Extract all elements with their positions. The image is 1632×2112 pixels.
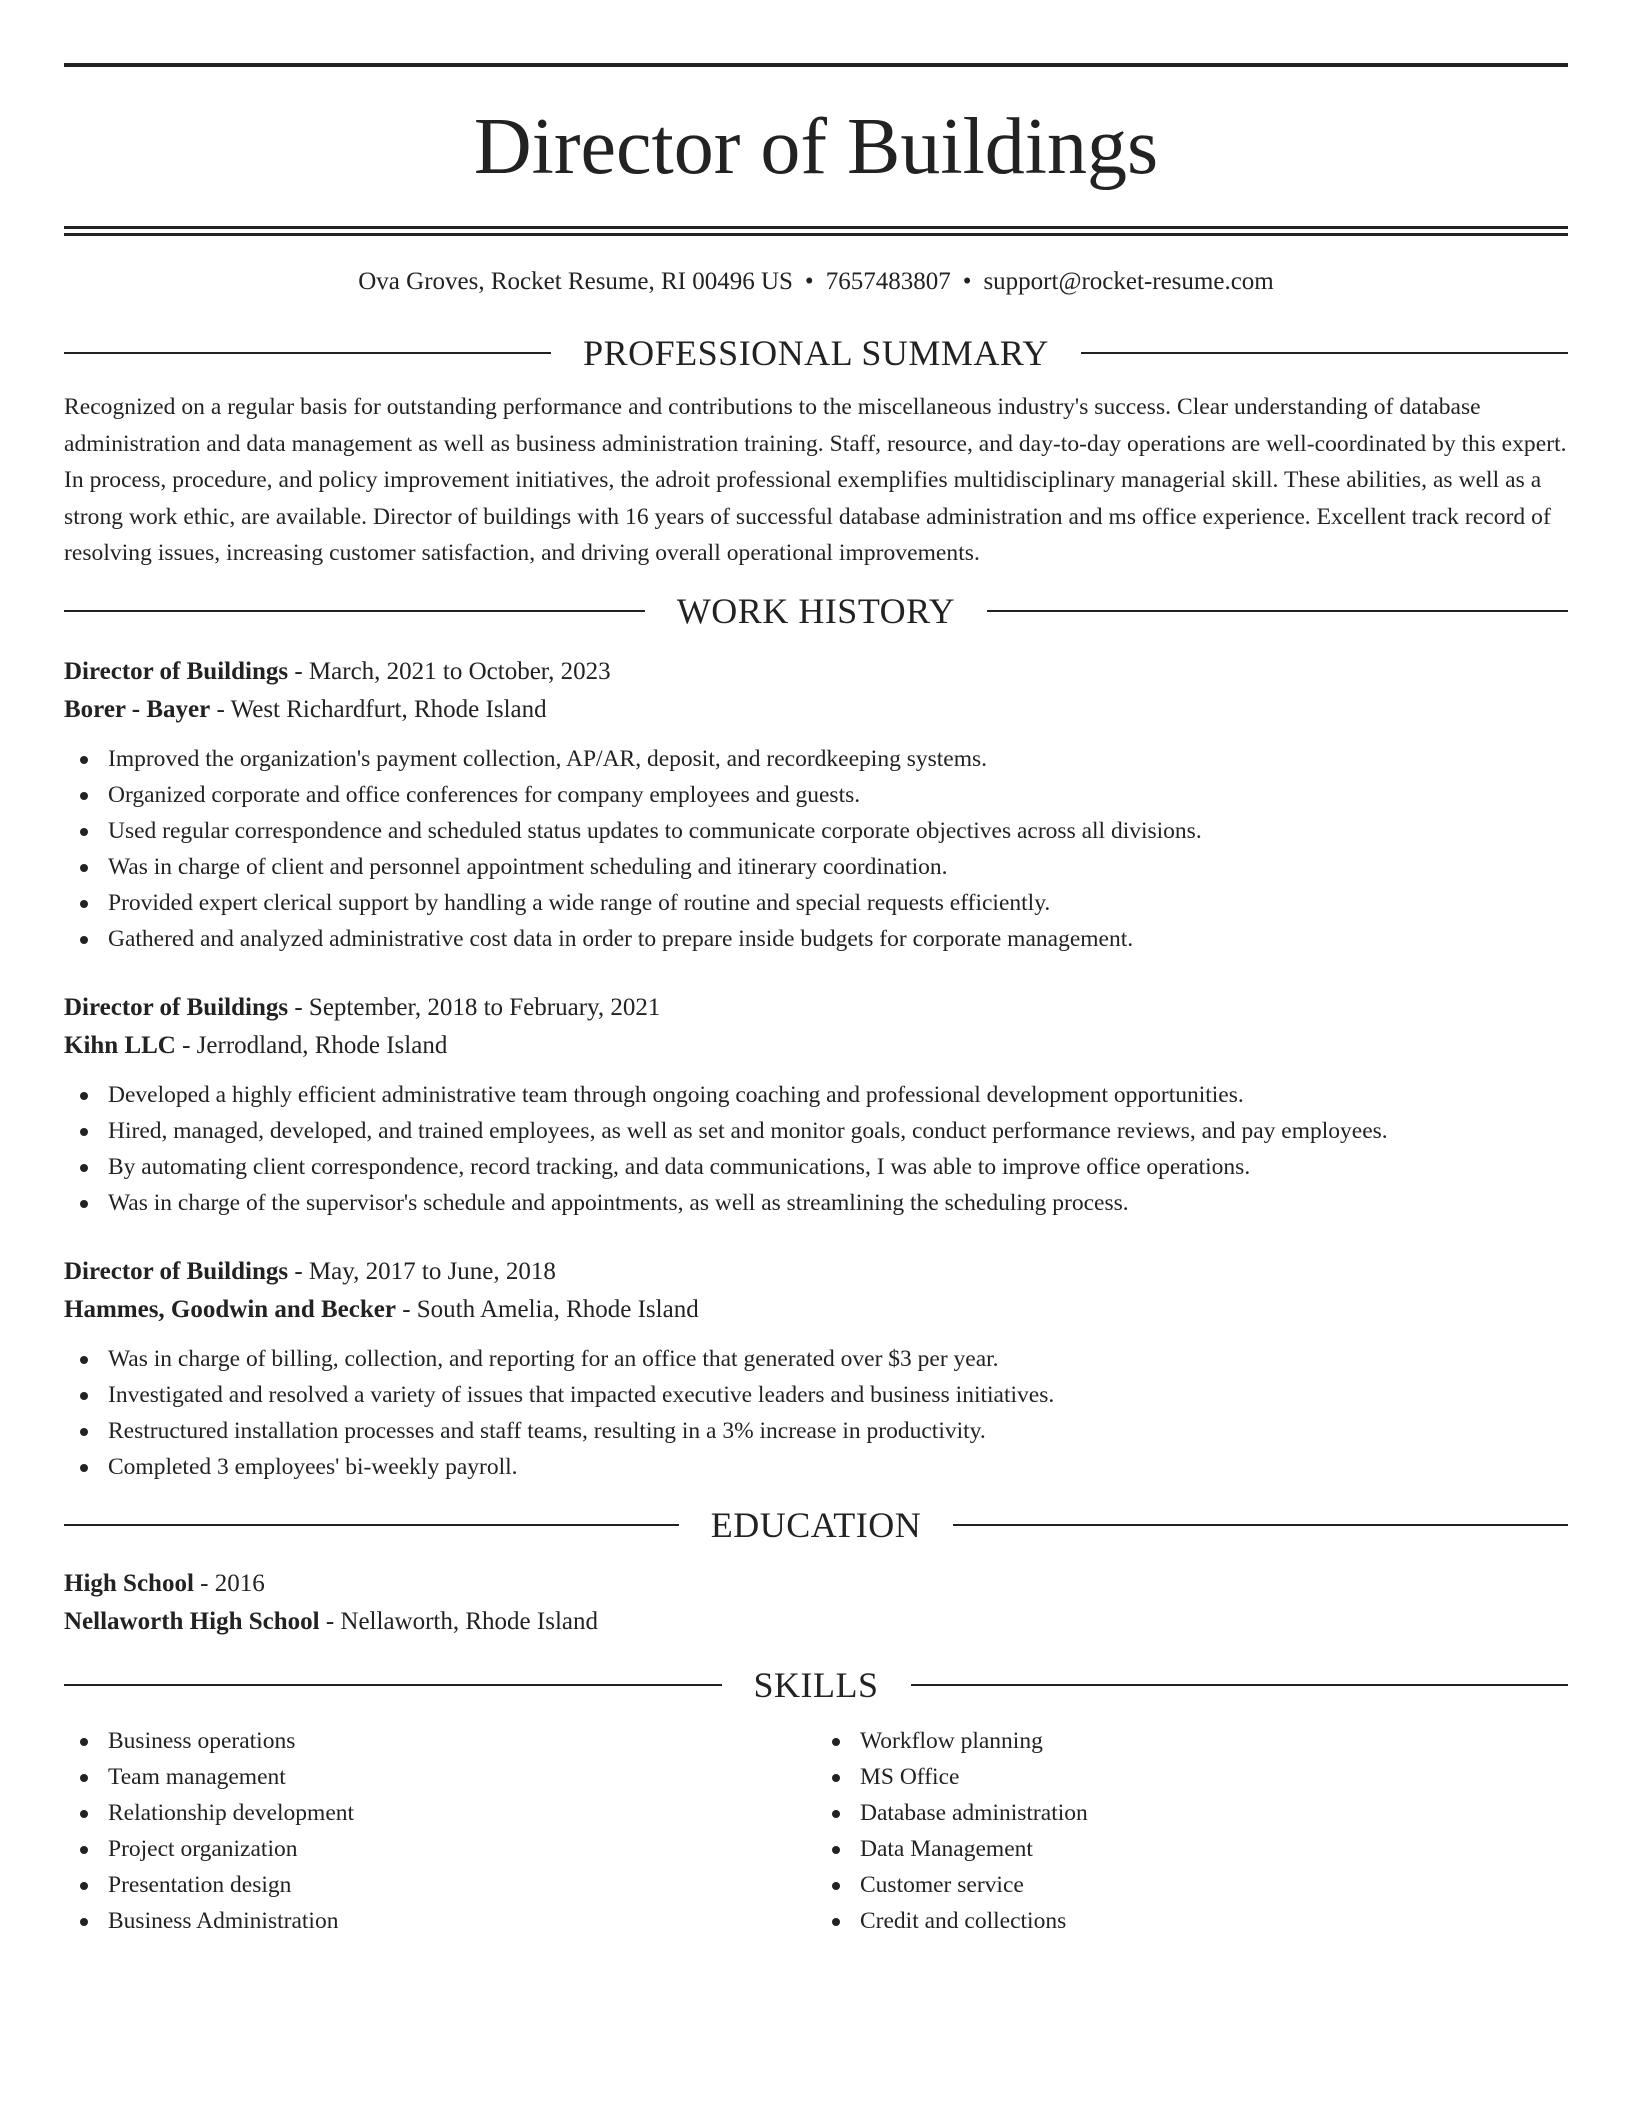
heading-rule <box>64 1684 722 1686</box>
list-item: Improved the organization's payment collection, AP/AR, deposit, and recordkeeping systems. <box>64 741 1568 777</box>
list-item: Database administration <box>816 1795 1568 1831</box>
list-item: Team management <box>64 1759 816 1795</box>
job-bullets <box>64 1077 1568 1221</box>
list-item: Was in charge of billing, collection, and reporting for an office that generated over $3 per year. <box>64 1341 1568 1377</box>
resume-content <box>64 63 1568 1939</box>
job-entry <box>64 989 1568 1221</box>
job-title-line <box>64 989 1568 1027</box>
list-item: Workflow planning <box>816 1723 1568 1759</box>
double-rule <box>64 226 1568 236</box>
heading-rule <box>1081 352 1568 354</box>
list-item: Provided expert clerical support by handling a wide range of routine and special requests efficiently. <box>64 885 1568 921</box>
list-item: Restructured installation processes and staff teams, resulting in a 3% increase in productivity. <box>64 1413 1568 1449</box>
heading-rule <box>987 610 1568 612</box>
skills-column-left <box>64 1723 816 1939</box>
section-title: PROFESSIONAL SUMMARY <box>583 333 1049 373</box>
education-location: - Nellaworth, Rhode Island <box>319 1607 598 1635</box>
job-dates: - March, 2021 to October, 2023 <box>288 657 611 685</box>
list-item: Relationship development <box>64 1795 816 1831</box>
contact-phone: 7657483807 <box>825 268 951 295</box>
list-item: Was in charge of the supervisor's schedule and appointments, as well as streamlining the scheduling process. <box>64 1185 1568 1221</box>
contact-line <box>64 266 1568 298</box>
job-title: Director of Buildings <box>64 1257 289 1285</box>
job-location: - South Amelia, Rhode Island <box>395 1295 699 1323</box>
job-title: Director of Buildings <box>64 993 289 1021</box>
job-company: Kihn LLC <box>64 1031 176 1059</box>
summary-heading <box>64 331 1568 375</box>
list-item: Developed a highly efficient administrative team through ongoing coaching and professional development opportunities. <box>64 1077 1568 1113</box>
list-item: Used regular correspondence and scheduled status updates to communicate corporate objectives across all divisions. <box>64 813 1568 849</box>
education-heading <box>64 1503 1568 1547</box>
job-company-line <box>64 691 1568 729</box>
job-company: Borer - Bayer <box>64 695 211 723</box>
job-company-line <box>64 1291 1568 1329</box>
job-bullets <box>64 741 1568 957</box>
contact-email: support@rocket-resume.com <box>983 268 1274 295</box>
heading-rule <box>64 610 645 612</box>
education-degree-line <box>64 1565 1568 1603</box>
list-item: Presentation design <box>64 1867 816 1903</box>
job-dates: - September, 2018 to February, 2021 <box>288 993 661 1021</box>
heading-rule <box>64 1524 679 1526</box>
list-item: Hired, managed, developed, and trained employees, as well as set and monitor goals, conduct performance reviews, and pay employees. <box>64 1113 1568 1149</box>
section-title: EDUCATION <box>710 1504 922 1545</box>
skills-list <box>64 1723 1568 1939</box>
job-entry <box>64 1253 1568 1485</box>
contact-separator: • <box>962 268 972 295</box>
skills-heading <box>64 1663 1568 1707</box>
job-entry <box>64 653 1568 957</box>
education-school-line <box>64 1603 1568 1641</box>
contact-address: Ova Groves, Rocket Resume, RI 00496 US <box>358 268 793 295</box>
summary-text: Recognized on a regular basis for outstanding performance and contributions to the miscellaneous industry's success. Clear understanding of database administration and data management as well as business administration training. Staff, resource, and day-to-day operations are well-coordinated by this expert. In process, procedure, and policy improvement initiatives, the adroit professional exemplifies multidisciplinary managerial skill. These abilities, as well as a strong work ethic, are available. Director of buildings with 16 years of successful database administration and ms office experience. Excellent track record of resolving issues, increasing customer satisfaction, and driving overall operational improvements. <box>64 394 1567 566</box>
list-item: MS Office <box>816 1759 1568 1795</box>
skills-column-right <box>816 1723 1568 1939</box>
list-item: Investigated and resolved a variety of issues that impacted executive leaders and business initiatives. <box>64 1377 1568 1413</box>
job-title: Director of Buildings <box>64 657 289 685</box>
contact-separator: • <box>804 268 814 295</box>
work-history-heading <box>64 589 1568 633</box>
list-item: Data Management <box>816 1831 1568 1867</box>
job-bullets <box>64 1341 1568 1485</box>
list-item: Business Administration <box>64 1903 816 1939</box>
list-item: By automating client correspondence, record tracking, and data communications, I was able to improve office operations. <box>64 1149 1568 1185</box>
job-company-line <box>64 1027 1568 1065</box>
list-item: Credit and collections <box>816 1903 1568 1939</box>
job-location: - West Richardfurt, Rhode Island <box>210 695 547 723</box>
list-item: Customer service <box>816 1867 1568 1903</box>
heading-rule <box>64 352 551 354</box>
section-title: SKILLS <box>753 1664 879 1705</box>
top-rule <box>64 63 1568 67</box>
heading-rule <box>911 1684 1569 1686</box>
job-location: - Jerrodland, Rhode Island <box>175 1031 448 1059</box>
job-title-line <box>64 653 1568 691</box>
list-item: Project organization <box>64 1831 816 1867</box>
list-item: Business operations <box>64 1723 816 1759</box>
resume-name: Director of Buildings <box>473 103 1159 191</box>
education-school: Nellaworth High School <box>64 1607 320 1635</box>
list-item: Gathered and analyzed administrative cost data in order to prepare inside budgets for corporate management. <box>64 921 1568 957</box>
job-title-line <box>64 1253 1568 1291</box>
list-item: Was in charge of client and personnel appointment scheduling and itinerary coordination. <box>64 849 1568 885</box>
list-item: Organized corporate and office conferences for company employees and guests. <box>64 777 1568 813</box>
education-entry <box>64 1565 1568 1641</box>
job-dates: - May, 2017 to June, 2018 <box>288 1257 556 1285</box>
list-item: Completed 3 employees' bi-weekly payroll. <box>64 1449 1568 1485</box>
section-title: WORK HISTORY <box>676 590 956 631</box>
heading-rule <box>953 1524 1568 1526</box>
education-degree: High School <box>64 1569 194 1597</box>
education-year: - 2016 <box>193 1569 265 1597</box>
job-company: Hammes, Goodwin and Becker <box>64 1295 396 1323</box>
